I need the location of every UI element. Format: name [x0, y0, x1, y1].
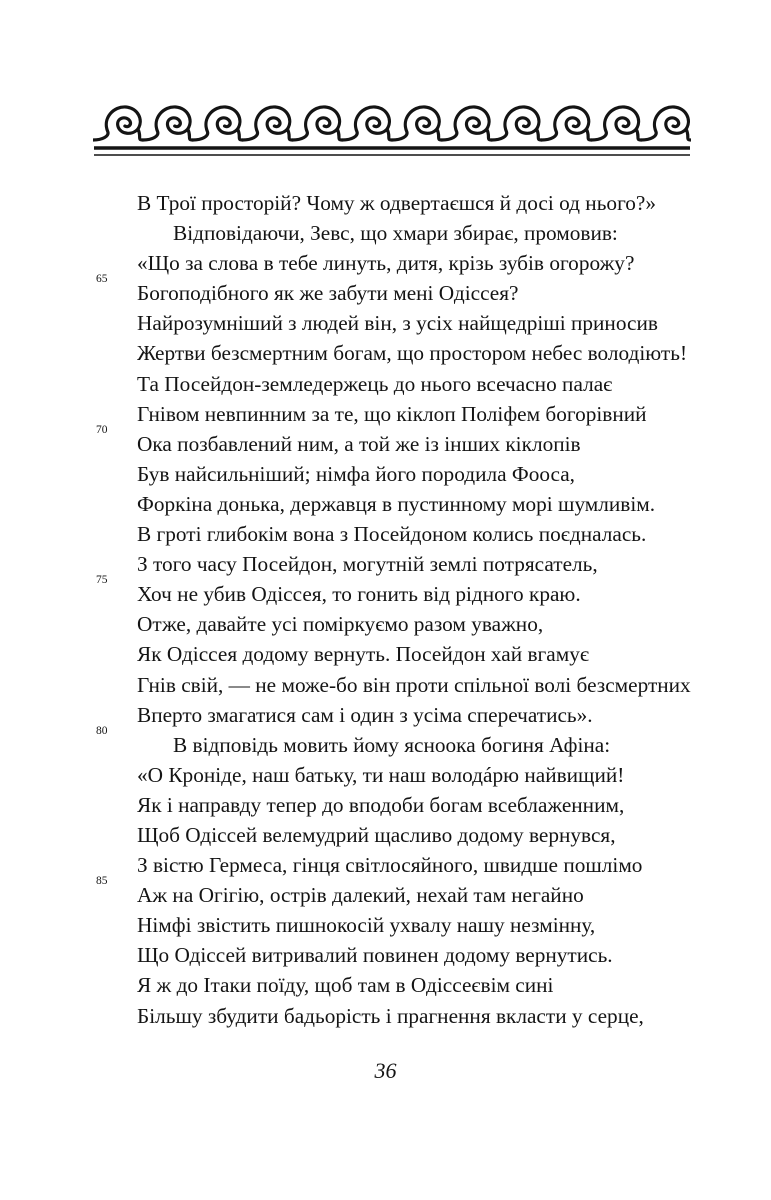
line-number: 75 — [96, 574, 108, 587]
verse-line-text: Що Одіссей витривалий повинен додому вернутись. — [137, 943, 613, 968]
verse-line — [137, 670, 697, 700]
line-number: 80 — [96, 724, 108, 737]
verse-line-text: В Трої просторій? Чому ж одвертаєшся й досі од нього?» — [137, 191, 657, 215]
verse-line-text: Німфі звістить пишнокосій ухвалу нашу незмінну, — [137, 913, 596, 938]
verse-line-text: З вістю Гермеса, гінця світлосяйного, швидше пошлімо — [137, 853, 643, 878]
verse-line — [137, 820, 697, 850]
verse-line — [96, 724, 697, 760]
verse-line — [96, 574, 697, 609]
verse-line — [137, 1001, 697, 1031]
verse-line-text: Щоб Одіссей велемудрий щасливо додому вернувся, — [137, 822, 616, 847]
verse-line-text: В гроті глибокім вона з Посейдоном колись поєдналась. — [137, 522, 647, 547]
verse-line-text: Як Одіссея додому вернуть. Посейдон хай вгамує — [137, 642, 589, 667]
verse-line-text: Та Посейдон-земледержець до нього всечасно палає — [137, 371, 613, 396]
verse-line-text: Богоподібного як же забути мені Одіссея? — [137, 281, 519, 306]
verse-line — [137, 970, 697, 1000]
verse-line-text: «Що за слова в тебе линуть, дитя, крізь зубів огорожу? — [137, 251, 635, 276]
verse-line — [137, 790, 697, 820]
verse-line-text: Ока позбавлений ним, а той же із інших кіклопів — [137, 431, 581, 456]
verse-line-text: Гнів свій, — не може-бо він проти спільної волі безсмертних — [137, 672, 691, 697]
verse-line — [96, 423, 697, 459]
verse-text — [96, 188, 697, 1031]
verse-line — [137, 218, 697, 248]
verse-line — [137, 910, 697, 940]
verse-line — [137, 369, 697, 399]
verse-line — [137, 760, 697, 790]
verse-line — [137, 459, 697, 489]
verse-line-text: Був найсильніший; німфа його породила Фооса, — [137, 461, 576, 486]
verse-line-text: Жертви безсмертним богам, що простором небес володіють! — [137, 341, 688, 366]
verse-line-text: Більшу збудити бадьорість і прагнення вкласти у серце, — [137, 1003, 644, 1028]
verse-line — [137, 399, 697, 429]
verse-line-text: Я ж до Ітаки поїду, щоб там в Одіссеєвім сині — [137, 973, 554, 998]
page-number: 36 — [374, 1058, 397, 1083]
line-number: 65 — [96, 273, 108, 286]
verse-line — [137, 338, 697, 368]
verse-line — [137, 248, 697, 278]
verse-line-text: Вперто змагатися сам і один з усіма сперечатись». — [137, 702, 593, 727]
greek-wave-border-icon — [93, 100, 691, 162]
verse-line-text: Як і направду тепер до вподоби богам всеблаженним, — [137, 792, 625, 817]
line-number: 70 — [96, 423, 108, 436]
verse-line — [137, 850, 697, 880]
verse-line — [137, 609, 697, 639]
verse-line-text: «О Кроніде, наш батьку, ти наш володáрю найвищий! — [137, 762, 625, 787]
verse-line-text: Форкіна донька, державця в пустинному морі шумливім. — [137, 491, 656, 516]
verse-line — [137, 308, 697, 338]
verse-line — [137, 549, 697, 579]
verse-line — [137, 639, 697, 669]
verse-line — [137, 188, 697, 218]
verse-line-text: Хоч не убив Одіссея, то гонить від рідного краю. — [137, 582, 581, 607]
verse-line-text: Аж на Огігію, острів далекий, нехай там негайно — [137, 883, 584, 908]
verse-line — [137, 700, 697, 730]
verse-line-text: З того часу Посейдон, могутній землі потрясатель, — [137, 552, 598, 577]
verse-line-text: Відповідаючи, Зевс, що хмари збирає, промовив: — [173, 221, 618, 246]
line-number: 85 — [96, 875, 108, 888]
verse-line — [137, 519, 697, 549]
verse-line-text: Гнівом невпинним за те, що кіклоп Поліфем богорівний — [137, 401, 647, 426]
verse-line-text: В відповідь мовить йому ясноока богиня Афіна: — [173, 732, 611, 757]
verse-line-text: Отже, давайте усі поміркуємо разом уважно, — [137, 612, 544, 637]
verse-line — [96, 875, 697, 910]
verse-line — [137, 940, 697, 970]
verse-line — [137, 489, 697, 519]
verse-line — [96, 273, 697, 308]
verse-line-text: Найрозумніший з людей він, з усіх найщедріші приносив — [137, 311, 658, 336]
